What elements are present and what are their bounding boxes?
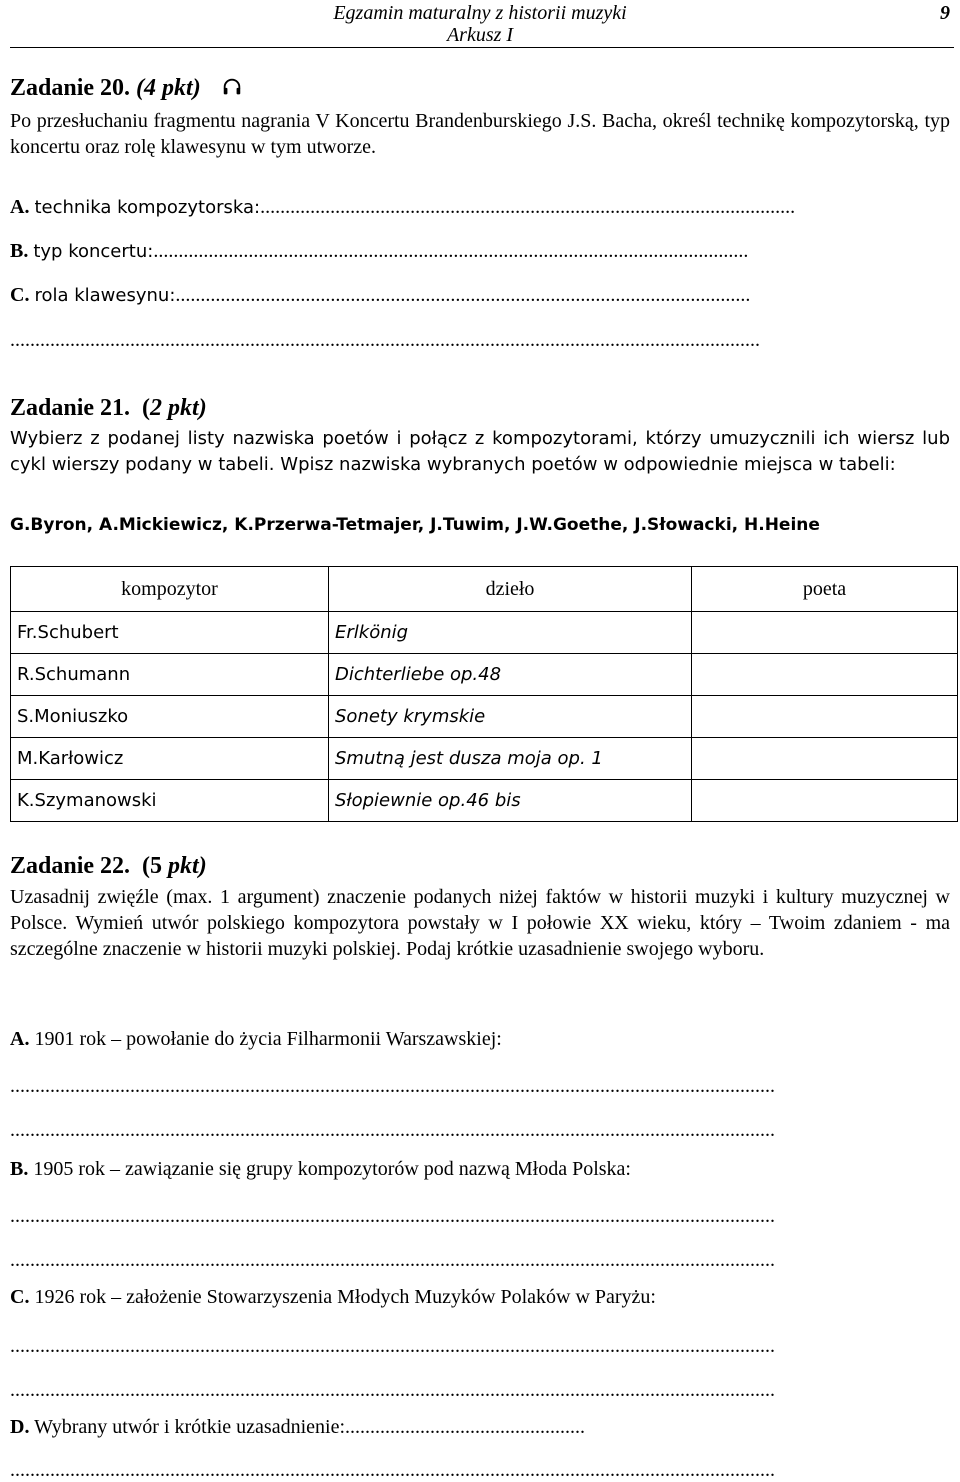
poet-answer-cell[interactable] [692, 612, 958, 654]
task21-title [10, 394, 207, 422]
task22-item-c [10, 1284, 952, 1310]
composer-cell: M.Karłowicz [11, 738, 329, 780]
poet-answer-cell[interactable] [692, 654, 958, 696]
task21-text-1: Wybierz z podanej listy nazwiska poetów i połącz z kompozytorami, którzy umuzycznili ich wiersz lub cykl wierszy podany w tabeli. [10, 428, 950, 475]
task21-points-num: 2 [150, 395, 163, 421]
task22-item-a [10, 1026, 952, 1052]
task21-text-2: Wpisz nazwiska wybranych poetów w odpowiednie miejsca w tabeli: [280, 454, 896, 475]
header-divider [10, 47, 954, 48]
task20-text: Po przesłuchaniu fragmentu nagrania V Koncertu Brandenburskiego J.S. Bacha, określ technikę kompozytorską, typ koncertu oraz rolę klawesynu w tym utworze. [10, 110, 950, 158]
task20-item-b [10, 238, 952, 265]
task21-points-open: ( [142, 395, 151, 421]
table-row [11, 738, 958, 780]
composer-cell: Fr.Schubert [11, 612, 329, 654]
composer-cell: S.Moniuszko [11, 696, 329, 738]
task20-item-c-answer[interactable]: ................................................................................................................... [175, 284, 751, 306]
task22-points [142, 853, 207, 879]
answer-line[interactable]: ......................................................................................................................................................... [10, 1205, 775, 1227]
table-header-row [11, 567, 958, 612]
composer-cell: R.Schumann [11, 654, 329, 696]
task22-item-b-text: 1905 rok – zawiązanie się grupy kompozytorów pod nazwą Młoda Polska: [33, 1158, 631, 1180]
task22-item-b [10, 1156, 952, 1182]
task20-item-b-letter: B. [10, 240, 29, 262]
task22-item-d [10, 1414, 952, 1440]
task22-item-c-text: 1926 rok – założenie Stowarzyszenia Młodych Muzyków Polaków w Paryżu: [34, 1286, 656, 1308]
task21-points-rest: pkt) [162, 395, 207, 421]
task21-points [142, 395, 207, 421]
task22-item-d-letter: D. [10, 1416, 30, 1438]
header-work: dzieło [329, 567, 692, 612]
task20-item-a-answer[interactable]: ........................................................................................................... [260, 196, 796, 218]
task22-item-a-letter: A. [10, 1028, 30, 1050]
task22-label: Zadanie 22. [10, 853, 131, 879]
table-row [11, 780, 958, 822]
composer-table [10, 566, 958, 822]
task22-points-open: ( [142, 853, 151, 879]
header-composer: kompozytor [11, 567, 329, 612]
task20-item-c-label: rola klawesynu: [34, 285, 176, 306]
task20-item-c-letter: C. [10, 284, 30, 306]
task21-label: Zadanie 21. [10, 395, 131, 421]
task20-points: (4 pkt) [136, 75, 201, 101]
task22-text-b: Wymień utwór polskiego kompozytora powstały w I połowie XX wieku, który – Twoim zdaniem - ma szczególne znaczenie w historii muzyki polskiej. Podaj krótkie uzasadnienie swojego wyboru. [10, 912, 951, 960]
headphones-icon [221, 76, 243, 98]
task20-title [10, 74, 243, 102]
page-number: 9 [940, 2, 950, 24]
answer-line[interactable]: ......................................................................................................................................................... [10, 1379, 775, 1401]
task20-item-a-letter: A. [10, 196, 30, 218]
task22-item-d-answer[interactable]: ................................................ [345, 1416, 586, 1438]
poet-answer-cell[interactable] [692, 696, 958, 738]
work-cell: Smutną jest dusza moja op. 1 [335, 747, 603, 769]
task22-item-b-letter: B. [10, 1158, 29, 1180]
task22-item-a-text: 1901 rok – powołanie do życia Filharmonii Warszawskiej: [34, 1028, 502, 1050]
task20-item-b-answer[interactable]: ....................................................................................................................... [153, 240, 749, 262]
answer-line[interactable]: ......................................................................................................................................................... [10, 1119, 775, 1141]
task20-item-a [10, 194, 952, 221]
poet-answer-cell[interactable] [692, 738, 958, 780]
answer-line[interactable]: ......................................................................................................................................................... [10, 1075, 775, 1097]
header-poet: poeta [692, 567, 958, 612]
task20-item-a-label: technika kompozytorska: [34, 197, 261, 218]
work-cell: Dichterliebe op.48 [335, 663, 502, 685]
task22-points-num: 5 [150, 853, 163, 879]
table-row [11, 654, 958, 696]
task20-label: Zadanie 20. [10, 75, 131, 101]
header-title: Egzamin maturalny z historii muzyki [333, 2, 627, 24]
task22-text-a: Uzasadnij zwięźle (max. 1 argument) znaczenie podanych niżej faktów w historii muzyki i kultury muzycznej w Polsce. [10, 886, 950, 934]
table-row [11, 696, 958, 738]
work-cell: Erlkönig [335, 621, 409, 643]
answer-line[interactable]: ......................................................................................................................................................... [10, 1459, 775, 1481]
task21-text [10, 426, 950, 478]
work-cell: Słopiewnie op.46 bis [335, 789, 521, 811]
task20-item-c [10, 282, 952, 309]
header-subtitle: Arkusz I [446, 24, 514, 46]
composer-cell: K.Szymanowski [11, 780, 329, 822]
task22-points-rest: pkt) [162, 853, 207, 879]
task22-item-d-text: Wybrany utwór i krótkie uzasadnienie: [34, 1416, 346, 1438]
answer-line[interactable]: ......................................................................................................................................................... [10, 1335, 775, 1357]
poet-list: G.Byron, A.Mickiewicz, K.Przerwa-Tetmajer, J.Tuwim, J.W.Goethe, J.Słowacki, H.Heine [10, 515, 820, 535]
task22-text [10, 884, 950, 962]
answer-line[interactable]: ......................................................................................................................................................... [10, 1249, 775, 1271]
task20-answer-line[interactable]: ...................................................................................................................................................... [10, 329, 760, 351]
table-row [11, 612, 958, 654]
poet-answer-cell[interactable] [692, 780, 958, 822]
work-cell: Sonety krymskie [335, 705, 486, 727]
task22-title [10, 852, 207, 880]
task20-item-b-label: typ koncertu: [33, 241, 154, 262]
task22-item-c-letter: C. [10, 1286, 30, 1308]
